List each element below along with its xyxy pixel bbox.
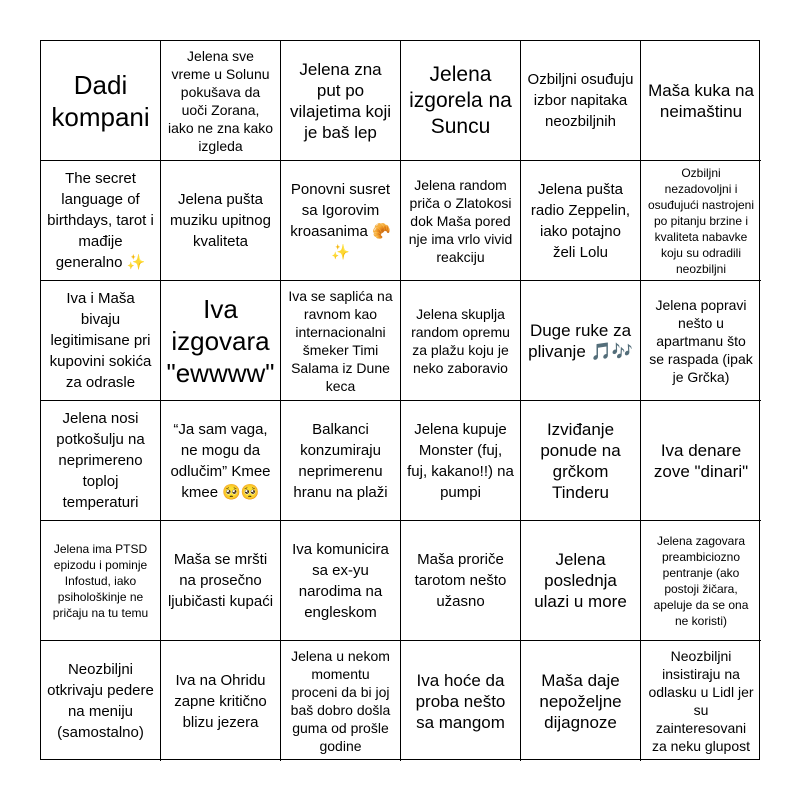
bingo-cell[interactable] xyxy=(521,521,641,641)
bingo-cell-text: Jelena izgorela na Suncu xyxy=(409,62,512,138)
bingo-cell[interactable] xyxy=(641,641,761,761)
bingo-cell[interactable] xyxy=(641,401,761,521)
bingo-cell[interactable] xyxy=(401,41,521,161)
bingo-cell[interactable] xyxy=(161,401,281,521)
bingo-cell[interactable] xyxy=(521,641,641,761)
bingo-cell-text: Neozbiljni otkrivaju pedere na meniju (samostalno) xyxy=(47,661,154,741)
bingo-cell[interactable] xyxy=(281,281,401,401)
bingo-cell-text: Iva se saplića na ravnom kao internacionalni šmeker Timi Salama iz Dune keca xyxy=(288,287,393,394)
bingo-cell[interactable] xyxy=(41,401,161,521)
bingo-cell[interactable] xyxy=(161,641,281,761)
bingo-cell-text: Jelena ima PTSD epizodu i pominje Infostud, iako psihološkinje ne pričaju na tu temu xyxy=(52,541,149,620)
bingo-cell[interactable] xyxy=(41,641,161,761)
bingo-cell[interactable] xyxy=(161,281,281,401)
bingo-cell[interactable] xyxy=(641,161,761,281)
bingo-cell[interactable] xyxy=(641,521,761,641)
bingo-cell-text: Jelena poslednja ulazi u more xyxy=(534,550,627,611)
bingo-cell[interactable] xyxy=(401,641,521,761)
bingo-cell[interactable] xyxy=(281,161,401,281)
bingo-cell-text: Jelena zna put po vilajetima koji je baš lep xyxy=(289,59,392,142)
bingo-cell-text: Maša se mršti na prosečno ljubičasti kupaći xyxy=(167,551,274,610)
bingo-cell-text: The secret language of birthdays, tarot i mađije generalno ✨ xyxy=(47,170,154,271)
bingo-cell-text: Iva komunicira sa ex-yu narodima na engleskom xyxy=(292,540,389,621)
bingo-cell[interactable] xyxy=(401,161,521,281)
bingo-cell-text: Jelena random priča o Zlatokosi dok Maša pored nje ima vrlo vivid reakciju xyxy=(408,176,513,265)
bingo-cell[interactable] xyxy=(161,41,281,161)
bingo-cell[interactable] xyxy=(521,41,641,161)
bingo-cell-text: Jelena sve vreme u Solunu pokušava da uoči Zorana, iako ne zna kako izgleda xyxy=(167,47,274,154)
bingo-cell[interactable] xyxy=(521,161,641,281)
bingo-cell-text: Iva izgovara "ewwww" xyxy=(166,293,275,388)
bingo-cell[interactable] xyxy=(41,41,161,161)
bingo-cell-text: “Ja sam vaga, ne mogu da odlučim” Kmee kmee 🥺🥺 xyxy=(170,420,271,501)
bingo-cell-text: Ozbiljni osuđuju izbor napitaka neozbiljnih xyxy=(527,71,634,130)
bingo-cell-text: Maša proriče tarotom nešto užasno xyxy=(414,551,507,610)
bingo-cell[interactable] xyxy=(161,161,281,281)
bingo-cell[interactable] xyxy=(161,521,281,641)
bingo-cell[interactable] xyxy=(41,161,161,281)
bingo-cell-text: Jelena kupuje Monster (fuj, fuj, kakano!!) na pumpi xyxy=(407,420,514,501)
bingo-cell-text: Maša kuka na neimaštinu xyxy=(648,80,754,121)
bingo-cell-text: Duge ruke za plivanje 🎵🎶 xyxy=(528,320,633,361)
bingo-cell-text: Jelena skuplja random opremu za plažu koju je neko zaboravio xyxy=(411,305,510,376)
bingo-cell[interactable] xyxy=(401,281,521,401)
bingo-cell-text: Maša daje nepoželjne dijagnoze xyxy=(539,670,622,732)
bingo-cell-text: Jelena zagovara preambiciozno pentranje (ako postoji žičara, apeluje da se ona ne koristi) xyxy=(653,533,749,628)
bingo-cell-text: Dadi kompani xyxy=(51,69,150,132)
bingo-cell-text: Iva na Ohridu zapne kritično blizu jezera xyxy=(174,671,267,731)
bingo-cell[interactable] xyxy=(401,521,521,641)
bingo-cell-text: Jelena popravi nešto u apartmanu što se raspada (ipak je Grčka) xyxy=(649,296,753,385)
bingo-cell-text: Iva hoće da proba nešto sa mangom xyxy=(415,670,506,732)
bingo-cell-text: Iva i Maša bivaju legitimisane pri kupovini sokića za odrasle xyxy=(49,290,152,391)
bingo-cell[interactable] xyxy=(41,521,161,641)
bingo-cell[interactable] xyxy=(41,281,161,401)
bingo-cell-text: Jelena pušta muziku upitnog kvaliteta xyxy=(170,191,271,250)
bingo-cell-text: Jelena u nekom momentu proceni da bi joj baš dobro došla guma od prošle godine xyxy=(290,648,391,754)
bingo-cell[interactable] xyxy=(521,281,641,401)
bingo-board xyxy=(40,40,760,760)
bingo-cell[interactable] xyxy=(641,281,761,401)
bingo-cell[interactable] xyxy=(281,401,401,521)
bingo-cell[interactable] xyxy=(521,401,641,521)
bingo-cell-text: Ozbiljni nezadovoljni i osuđujući nastrojeni po pitanju brzine i kvaliteta nabavke koju su odradili neozbiljni xyxy=(647,165,755,276)
bingo-cell[interactable] xyxy=(281,41,401,161)
bingo-cell-text: Iva denare zove "dinari" xyxy=(653,440,749,481)
bingo-cell[interactable] xyxy=(401,401,521,521)
bingo-cell[interactable] xyxy=(281,641,401,761)
bingo-cell-text: Ponovni susret sa Igorovim kroasanima 🥐✨ xyxy=(290,180,391,261)
bingo-cell-text: Izviđanje ponude na grčkom Tinderu xyxy=(540,419,621,502)
bingo-cell-text: Neozbiljni insistiraju na odlasku u Lidl jer su zainteresovani za neku glupost xyxy=(648,648,754,754)
bingo-cell-text: Jelena nosi potkošulju na neprimereno toploj temperaturi xyxy=(56,410,145,511)
bingo-cell[interactable] xyxy=(641,41,761,161)
bingo-cell-text: Jelena pušta radio Zeppelin, iako potajno želi Lolu xyxy=(530,180,631,261)
bingo-cell-text: Balkanci konzumiraju neprimerenu hranu na plaži xyxy=(293,420,388,501)
bingo-cell[interactable] xyxy=(281,521,401,641)
